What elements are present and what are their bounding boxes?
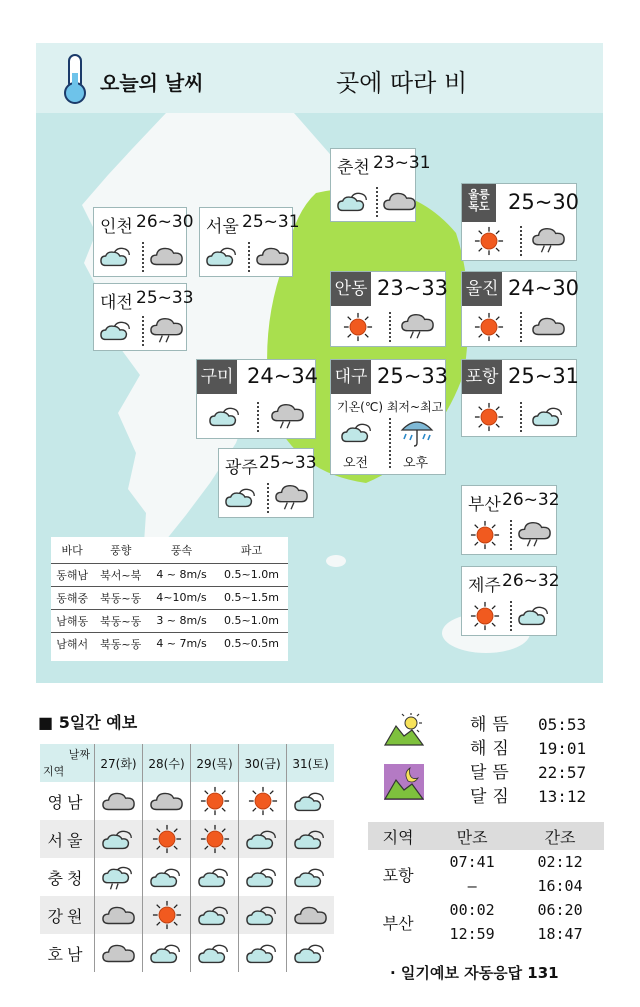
separator [267,483,269,513]
separator [520,226,522,256]
wind-speed: 4 ~ 7m/s [148,632,215,655]
city-temp: 23~31 [373,153,431,173]
city-name: 부산 [468,495,501,515]
city-tag: 울진 [462,272,502,306]
sun-icon [200,824,230,854]
sea-header: 풍속 [170,543,193,557]
partly-cloudy-icon [150,941,184,965]
city-card-andong [330,271,449,347]
city-temp: 25~31 [242,212,300,232]
forecast-cell [143,782,191,820]
umbrella-icon [399,416,435,448]
low-tide: 16:04 [537,877,583,895]
partly-cloudy-icon [294,827,328,851]
forecast-cell [239,858,287,896]
day-header: 29(목) [191,744,239,782]
sun-icon [470,520,500,550]
city-temp: 26~32 [502,571,560,591]
partly-cloudy-icon [246,865,280,889]
wave-height: 0.5~1.0m [215,609,288,632]
wind-direction: 북동~동 [93,586,148,609]
table-row [51,609,288,632]
sea-conditions-table [51,537,288,661]
forecast-cell [143,934,191,972]
table-row [51,586,288,609]
partly-cloudy-icon [225,485,259,509]
city-card-daejeon [93,283,194,351]
forecast-cell [95,858,143,896]
separator [142,316,144,346]
separator [389,418,391,468]
sun-icon [200,786,230,816]
sunrise-icon [384,712,424,746]
wind-speed: 4 ~ 8m/s [148,563,215,586]
sun-icon [470,601,500,631]
low-tide: 02:12 [537,853,583,871]
wind-direction: 북동~동 [93,609,148,632]
forecast-cell [95,820,143,858]
forecast-cell [287,858,334,896]
separator [389,312,391,342]
tide-header: 간조 [516,822,604,850]
sea-area: 동해남 [51,563,93,586]
forecast-cell [191,896,239,934]
forecast-cell [191,782,239,820]
separator [142,242,144,272]
corner-header [40,744,95,782]
tide-table [368,822,604,946]
separator [257,402,259,432]
temp-legend: 기온(℃) 최저~최고 [337,400,444,414]
city-temp: 24~34 [247,364,319,388]
high-tide: – [467,877,477,895]
city-name: 광주 [225,458,258,478]
separator [376,187,378,217]
separator [510,520,512,550]
city-tag: 안동 [331,272,371,306]
day-header: 28(수) [143,744,191,782]
rain-icon [401,312,435,340]
city-tag: 구미 [197,360,237,394]
region-name: 강원 [40,896,95,934]
partly-cloudy-icon [198,903,232,927]
city-name: 대전 [100,293,133,313]
city-tag: 대구 [331,360,371,394]
tide-place: 부산 [382,913,414,933]
partly-cloudy-icon [102,827,136,851]
wave-height: 0.5~1.5m [215,586,288,609]
forecast-cell [239,896,287,934]
partly-cloudy-icon [246,903,280,927]
city-temp: 25~30 [508,190,580,214]
am-label: 오전 [343,456,369,471]
forecast-cell [239,782,287,820]
forecast-cell [143,896,191,934]
region-axis-label: 지역 [43,765,65,778]
sun-icon [343,312,373,342]
tide-place: 포항 [382,865,414,885]
sea-area: 남해서 [51,632,93,655]
table-row [40,896,334,934]
rain-icon [275,483,309,511]
sea-header: 바다 [61,543,83,557]
sea-header: 파고 [240,543,263,557]
separator [520,402,522,432]
wind-direction: 북동~동 [93,632,148,655]
footer-info: · 일기예보 자동응답 131 [390,964,559,982]
city-card-seoul [199,207,300,277]
cloud-icon [102,789,136,813]
sun-icon [248,786,278,816]
separator [520,312,522,342]
rain-icon [271,402,305,430]
cloud-icon [294,903,328,927]
wind-speed: 3 ~ 8m/s [148,609,215,632]
rain-icon [518,520,552,548]
day-header: 31(토) [287,744,334,782]
rain-icon [150,316,184,344]
separator [248,242,250,272]
table-row [40,934,334,972]
partly-cloudy-icon [532,404,566,428]
partly-cloudy-icon [337,189,371,213]
partly-cloudy-icon [198,865,232,889]
thermometer-icon [58,53,92,105]
partly-cloudy-icon [100,244,134,268]
cloud-icon [383,189,417,213]
forecast-cell [287,934,334,972]
partly-cloudy-icon [294,865,328,889]
partly-cloudy-icon [150,865,184,889]
table-row [51,563,288,586]
table-row [40,858,334,896]
sunrise-time: 05:53 [538,715,587,734]
region-name: 호남 [47,944,87,964]
partly-cloudy-icon [341,420,375,444]
cloud-icon [102,941,136,965]
sunset-label: 해짐 [470,739,515,759]
city-card-daegu [330,359,449,475]
forecast-cell [143,820,191,858]
forecast-cell [143,858,191,896]
moonset-label: 달짐 [470,787,515,807]
partly-cloudy-icon [198,941,232,965]
sea-area: 동해중 [51,586,93,609]
moonset-row [470,782,586,807]
five-day-forecast-table [40,744,334,972]
city-card-chuncheon [330,148,431,222]
city-temp: 24~30 [508,276,580,300]
partly-cloudy-icon [518,603,552,627]
sunrise-label: 해뜸 [470,715,515,735]
city-card-busan [461,485,560,555]
cloud-icon [150,244,184,268]
forecast-cell [95,782,143,820]
wave-height: 0.5~1.0m [215,563,288,586]
partly-cloudy-icon [294,941,328,965]
forecast-cell [191,820,239,858]
tide-header: 지역 [368,822,428,850]
city-tag: 포항 [462,360,502,394]
forecast-cell [95,934,143,972]
weather-summary: 곳에 따라 비 [336,69,468,97]
city-temp: 25~33 [259,453,317,473]
table-row [40,782,334,820]
sunrise-row [470,710,586,735]
cloud-icon [150,789,184,813]
city-temp: 25~31 [508,364,580,388]
city-temp: 25~33 [377,364,449,388]
region-name: 영남 [47,792,87,812]
city-name: 인천 [100,217,133,237]
moonrise-icon [384,764,424,800]
sun-icon [152,824,182,854]
cloud-icon [102,903,136,927]
city-temp: 23~33 [377,276,449,300]
city-temp: 26~32 [502,490,560,510]
city-temp: 25~33 [136,288,194,308]
wind-speed: 4~10m/s [148,586,215,609]
region-name: 충청 [47,868,87,888]
partly-cloudy-icon [246,941,280,965]
city-card-jeju [461,566,560,636]
forecast-cell [191,858,239,896]
city-temp: 26~30 [136,212,194,232]
partly-rain-icon [102,863,136,891]
partly-cloudy-icon [246,827,280,851]
sunset-time: 19:01 [538,739,587,758]
city-card-gwangju [218,448,317,518]
cloud-icon [256,244,290,268]
rain-icon [532,226,566,254]
partly-cloudy-icon [206,244,240,268]
sun-icon [474,402,504,432]
sun-icon [474,226,504,256]
low-tide: 18:47 [537,925,583,943]
city-name: 제주 [468,576,501,596]
partly-cloudy-icon [209,404,243,428]
high-tide: 07:41 [449,853,495,871]
forecast-cell [287,782,334,820]
day-header: 27(화) [95,744,143,782]
city-card-pohang [461,359,580,437]
city-card-ulleung [461,183,580,261]
table-row [368,850,604,874]
city-card-incheon [93,207,194,277]
separator [510,601,512,631]
moonrise-time: 22:57 [538,763,587,782]
region-name: 서울 [40,820,95,858]
sea-header: 풍향 [110,543,132,557]
forecast-title: ■ 5일간 예보 [38,713,138,732]
city-tag: 울릉 독도 [462,184,496,222]
day-header: 30(금) [239,744,287,782]
sea-area: 남해동 [51,609,93,632]
sun-icon [474,312,504,342]
low-tide: 06:20 [537,901,583,919]
city-card-uljin [461,271,580,347]
tide-header: 만조 [428,822,516,850]
forecast-cell [287,896,334,934]
table-row [51,632,288,655]
sun-icon [152,900,182,930]
city-name: 서울 [206,217,239,237]
high-tide: 00:02 [449,901,495,919]
forecast-cell [95,896,143,934]
city-name: 춘천 [337,158,370,178]
table-row [368,898,604,922]
wind-direction: 북서~북 [93,563,148,586]
table-row [40,820,334,858]
city-card-gumi [196,359,319,439]
high-tide: 12:59 [449,925,495,943]
forecast-cell [287,820,334,858]
forecast-cell [239,934,287,972]
wave-height: 0.5~0.5m [215,632,288,655]
moonrise-row [470,758,586,783]
pm-label: 오후 [403,456,429,471]
partly-cloudy-icon [294,789,328,813]
moonset-time: 13:12 [538,787,587,806]
page-title: 오늘의 날씨 [100,71,204,95]
date-axis-label: 날짜 [68,748,90,761]
sunset-row [470,734,586,759]
moonrise-label: 달뜸 [470,763,515,783]
cloud-icon [532,314,566,338]
forecast-cell [239,820,287,858]
forecast-cell [191,934,239,972]
partly-cloudy-icon [100,318,134,342]
